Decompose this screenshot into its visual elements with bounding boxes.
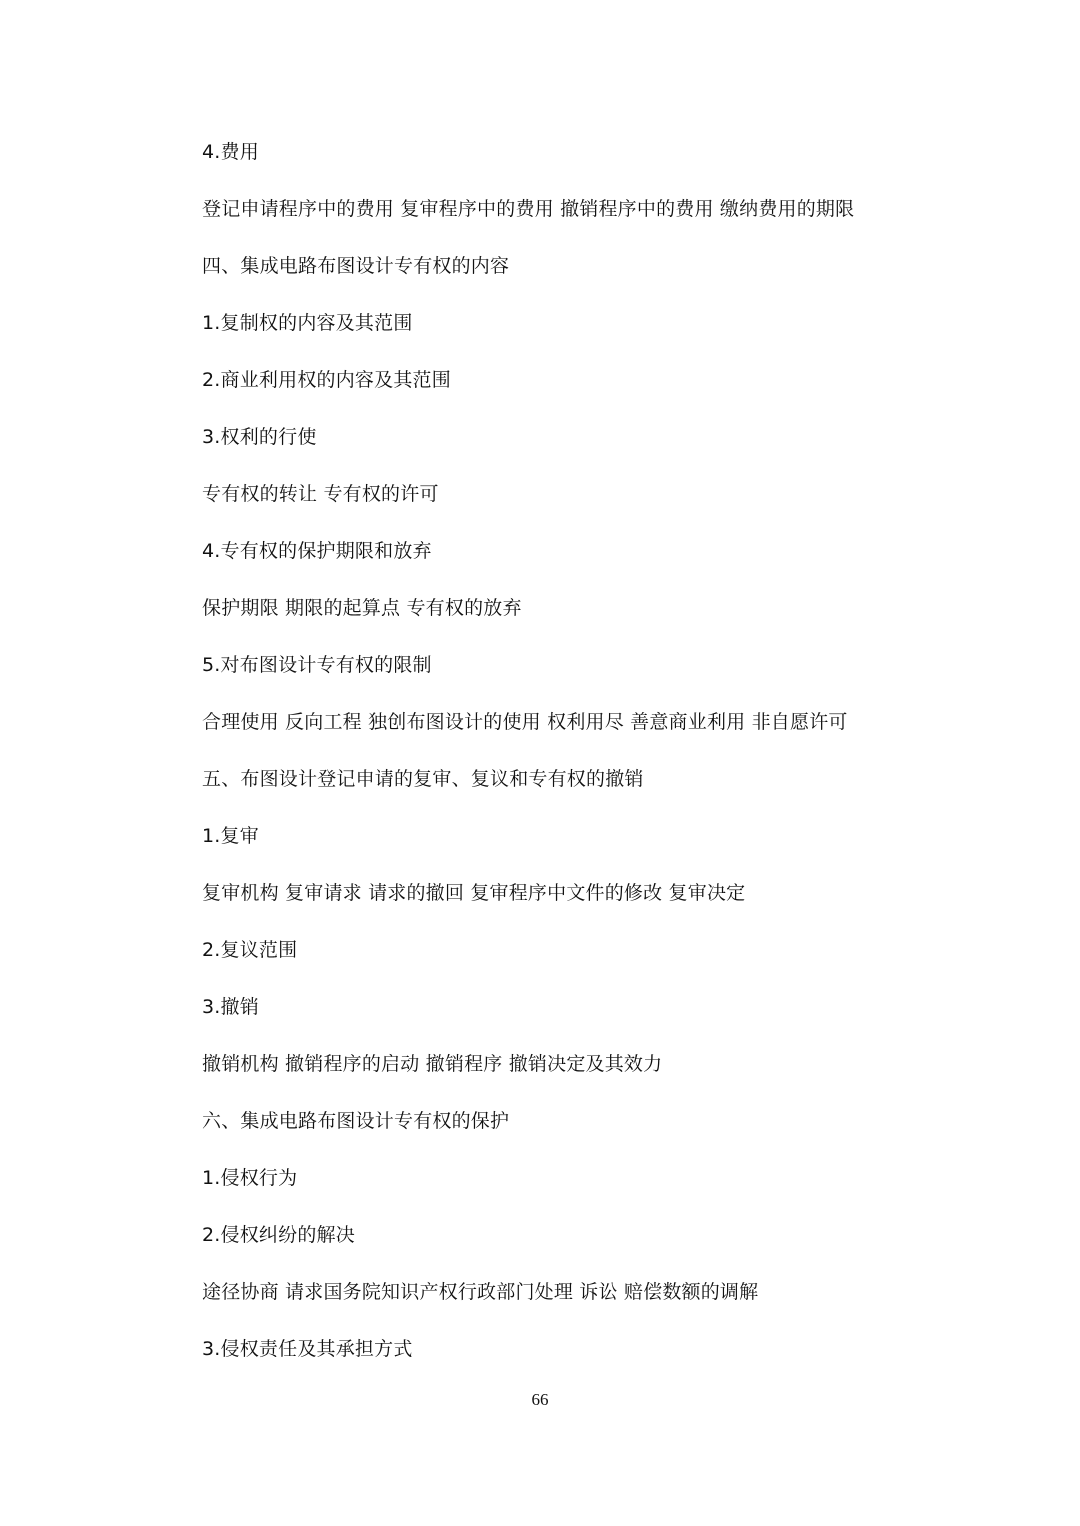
section-five-heading: 五、布图设计登记申请的复审、复议和专有权的撤销	[202, 768, 644, 790]
reexamination-items: 复审机构 复审请求 请求的撤回 复审程序中文件的修改 复审决定	[202, 882, 746, 904]
section-four-heading: 四、集成电路布图设计专有权的内容	[202, 255, 510, 277]
protection-term-items: 保护期限 期限的起算点 专有权的放弃	[202, 597, 522, 619]
heading-fees: 4.费用	[202, 141, 259, 163]
heading-review-scope: 2.复议范围	[202, 939, 298, 961]
heading-commercial-use-right: 2.商业利用权的内容及其范围	[202, 369, 451, 391]
section-six-heading: 六、集成电路布图设计专有权的保护	[202, 1110, 510, 1132]
heading-reexamination: 1.复审	[202, 825, 259, 847]
heading-protection-term: 4.专有权的保护期限和放弃	[202, 540, 432, 562]
limitation-items: 合理使用 反向工程 独创布图设计的使用 权利用尽 善意商业利用 非自愿许可	[202, 711, 848, 733]
heading-revocation: 3.撤销	[202, 996, 259, 1018]
fees-items: 登记申请程序中的费用 复审程序中的费用 撤销程序中的费用 缴纳费用的期限	[202, 198, 855, 220]
heading-infringement: 1.侵权行为	[202, 1167, 298, 1189]
heading-exercise-of-rights: 3.权利的行使	[202, 426, 317, 448]
heading-limitations: 5.对布图设计专有权的限制	[202, 654, 432, 676]
heading-liability: 3.侵权责任及其承担方式	[202, 1338, 413, 1360]
page-number: 66	[531, 1390, 549, 1409]
document-body	[202, 138, 902, 1392]
heading-copy-right: 1.复制权的内容及其范围	[202, 312, 413, 334]
heading-dispute-resolution: 2.侵权纠纷的解决	[202, 1224, 355, 1246]
dispute-resolution-items: 途径协商 请求国务院知识产权行政部门处理 诉讼 赔偿数额的调解	[202, 1281, 759, 1303]
revocation-items: 撤销机构 撤销程序的启动 撤销程序 撤销决定及其效力	[202, 1053, 663, 1075]
exercise-items: 专有权的转让 专有权的许可	[202, 483, 439, 505]
